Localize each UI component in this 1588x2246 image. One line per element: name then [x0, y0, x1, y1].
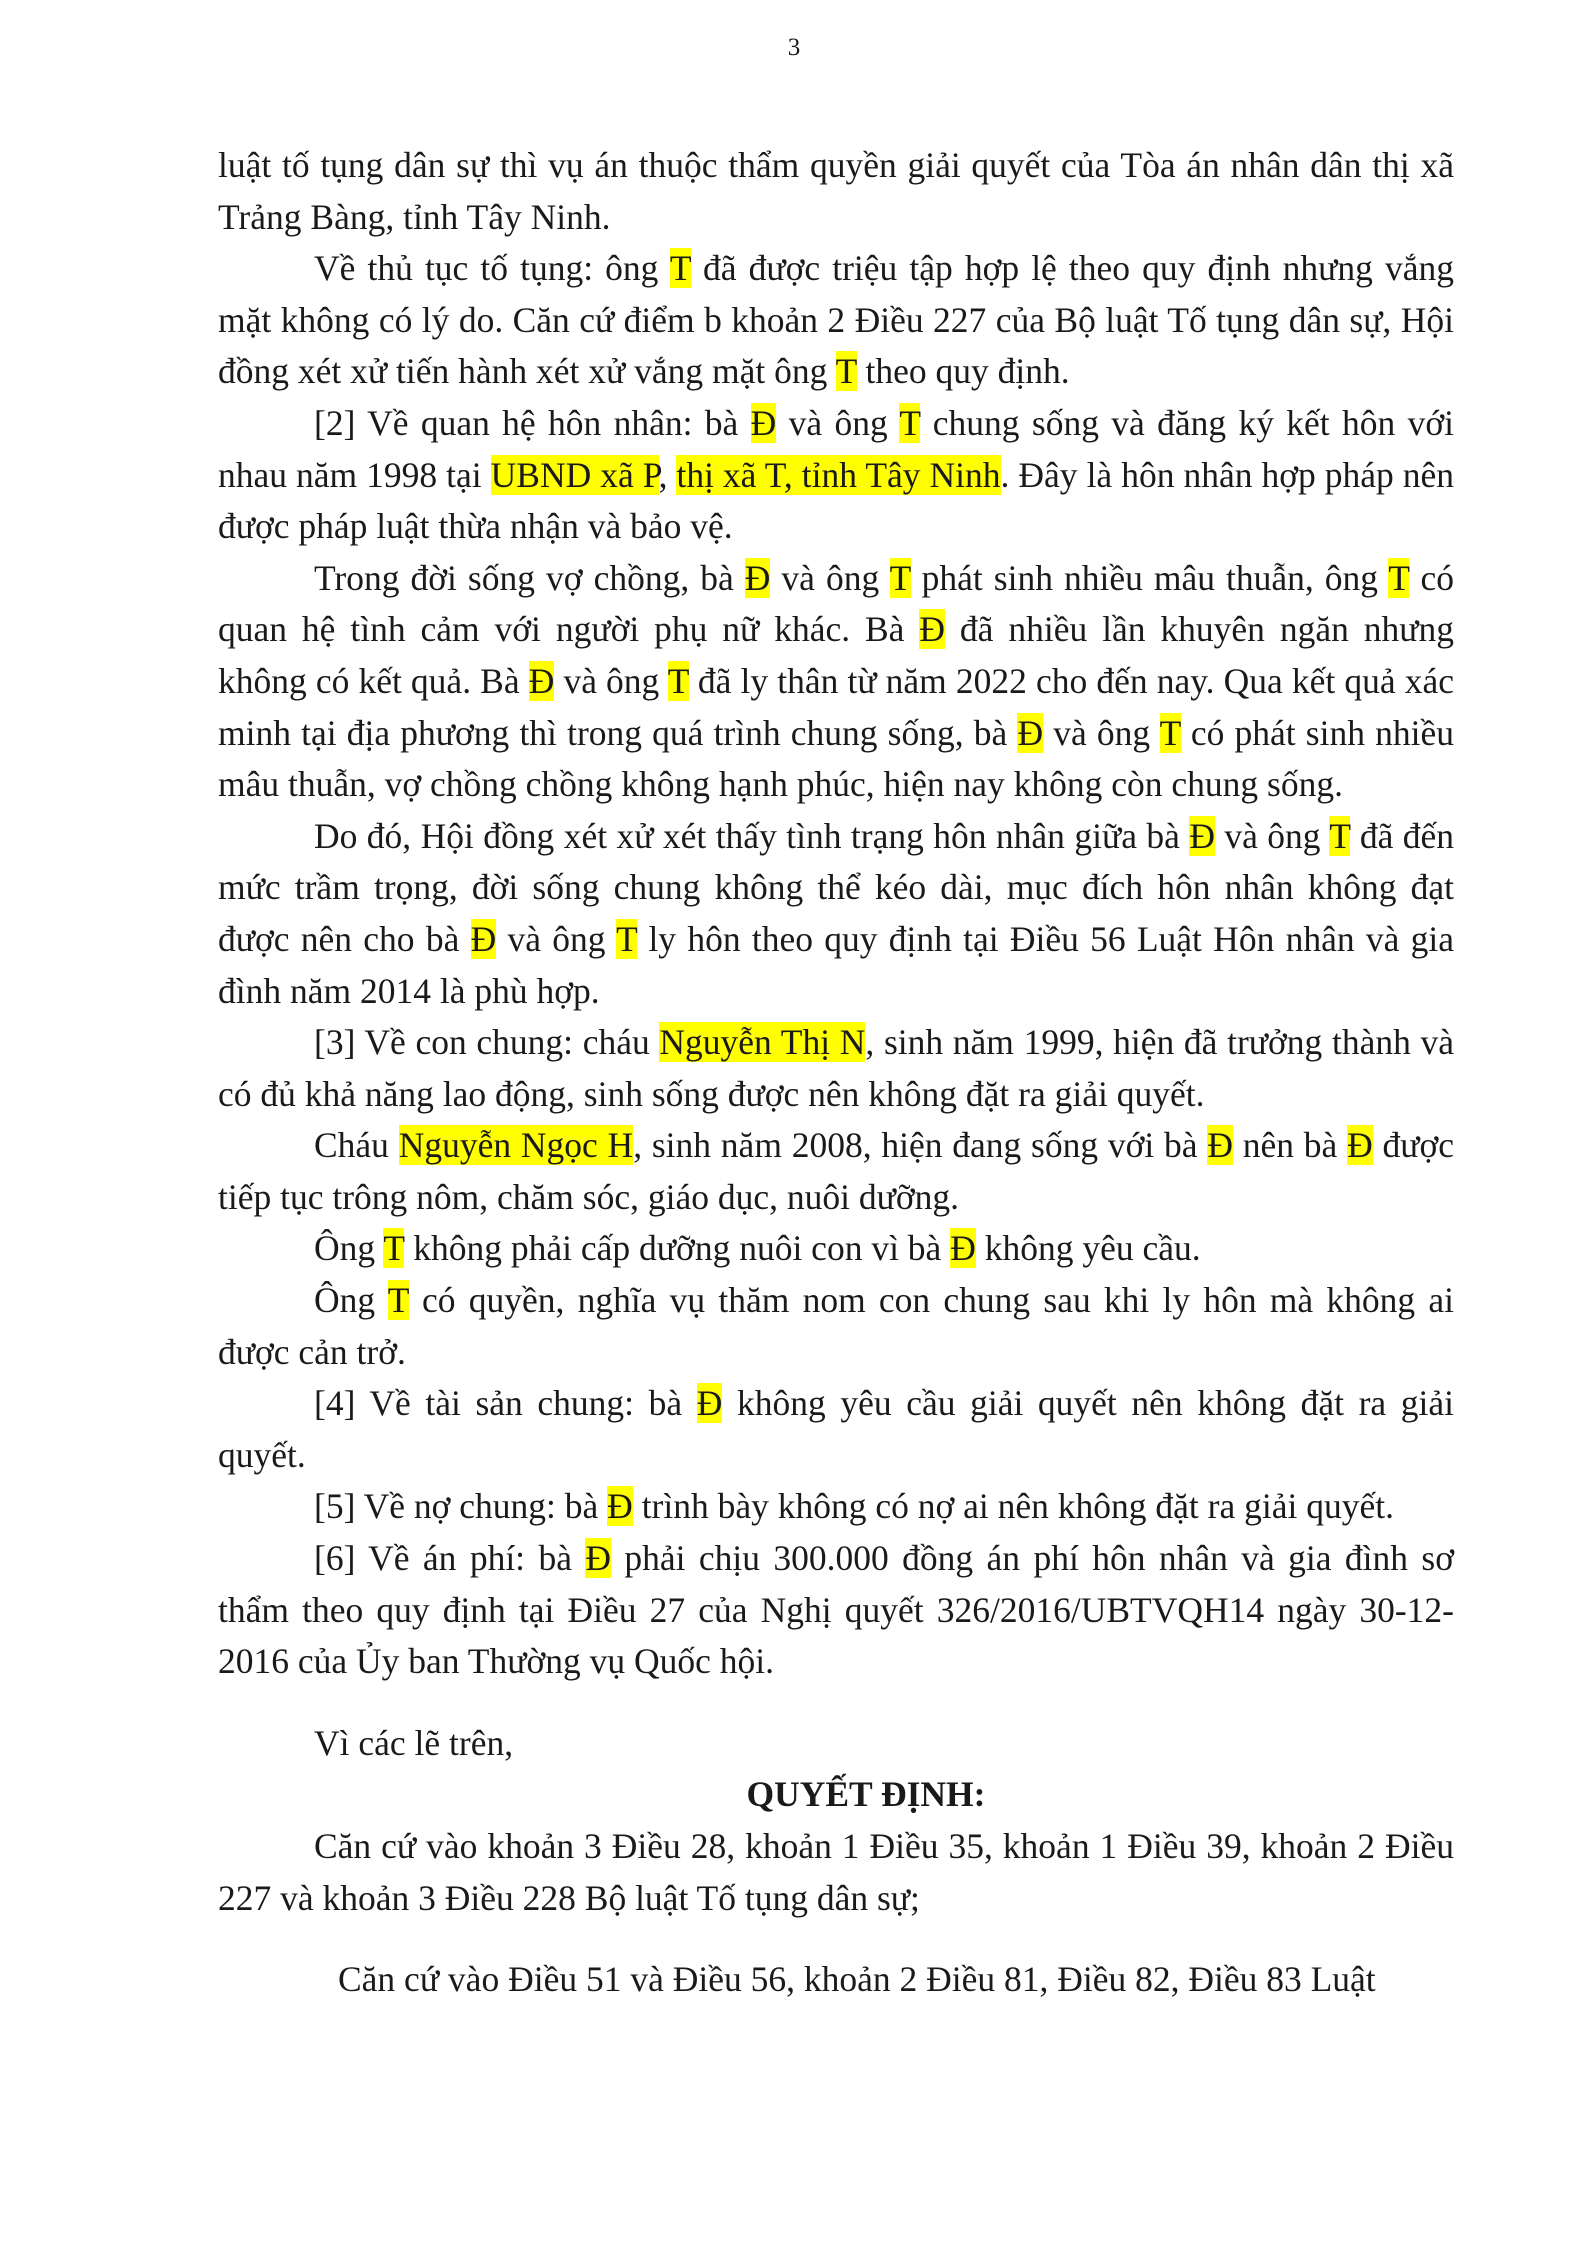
- highlighted-text: T: [1388, 557, 1410, 598]
- paragraph-common-property: [4] Về tài sản chung: bà Đ không yêu cầu giải quyết nên không đặt ra giải quyết.: [218, 1383, 1455, 1475]
- highlighted-text: T: [835, 351, 857, 392]
- highlighted-text: T: [889, 557, 911, 598]
- paragraph-common-debt: [5] Về nợ chung: bà Đ trình bày không có nợ ai nên không đặt ra giải quyết.: [314, 1486, 1394, 1527]
- highlighted-text: Đ: [744, 557, 771, 598]
- highlighted-text: Đ: [919, 609, 945, 650]
- highlighted-text: Đ: [1347, 1125, 1373, 1166]
- highlighted-text: Đ: [1017, 712, 1044, 753]
- highlighted-text: Đ: [696, 1383, 723, 1424]
- highlighted-text: Đ: [470, 918, 497, 959]
- highlighted-text: thị xã T, tỉnh Tây Ninh: [676, 454, 1001, 495]
- paragraph-legal-basis-2: Căn cứ vào Điều 51 và Điều 56, khoản 2 Điều 81, Điều 82, Điều 83 Luật: [338, 1959, 1376, 2000]
- paragraph-marital-conflict: Trong đời sống vợ chồng, bà Đ và ông T phát sinh nhiều mâu thuẫn, ông T có quan hệ tình cảm với người phụ nữ khác. Bà Đ đã nhiều lần khuyên ngăn nhưng không có kết quả. Bà Đ và ông T đã ly thân từ năm 2022 cho đến nay. Qua kết quả xác minh tại địa phương thì trong quá trình chung sống, bà Đ và ông T có phát sinh nhiều mâu thuẫn, vợ chồng chồng không hạnh phúc, hiện nay không còn chung sống.: [218, 557, 1454, 805]
- highlighted-text: T: [383, 1228, 405, 1269]
- highlighted-text: Đ: [585, 1538, 611, 1579]
- highlighted-text: T: [1159, 712, 1181, 753]
- document-body: [218, 140, 1454, 2006]
- highlighted-text: UBND xã P: [490, 454, 659, 495]
- paragraph-court-fee: [6] Về án phí: bà Đ phải chịu 300.000 đồng án phí hôn nhân và gia đình sơ thẩm theo quy định tại Điều 27 của Nghị quyết 326/2016/UBTVQH14 ngày 30-12-2016 của Ủy ban Thường vụ Quốc hội.: [218, 1538, 1454, 1682]
- page-number: 3: [787, 34, 801, 61]
- highlighted-text: Nguyễn Ngọc H: [398, 1125, 634, 1166]
- paragraph-legal-basis-1: Căn cứ vào khoản 3 Điều 28, khoản 1 Điều 35, khoản 1 Điều 39, khoản 2 Điều 227 và khoản 3 Điều 228 Bộ luật Tố tụng dân sự;: [218, 1826, 1454, 1918]
- paragraph-child-n: [3] Về con chung: cháu Nguyễn Thị N, sinh năm 1999, hiện đã trưởng thành và có đủ khả năng lao động, sinh sống được nên không đặt ra giải quyết.: [218, 1022, 1454, 1114]
- highlighted-text: Đ: [950, 1228, 976, 1269]
- paragraph-jurisdiction: luật tố tụng dân sự thì vụ án thuộc thẩm quyền giải quyết của Tòa án nhân dân thị xã Trảng Bàng, tỉnh Tây Ninh.: [218, 145, 1454, 237]
- highlighted-text: T: [669, 248, 691, 289]
- highlighted-text: Đ: [528, 660, 555, 701]
- paragraph-procedure: Về thủ tục tố tụng: ông T đã được triệu tập hợp lệ theo quy định nhưng vắng mặt không có lý do. Căn cứ điểm b khoản 2 Điều 227 của Bộ luật Tố tụng dân sự, Hội đồng xét xử tiến hành xét xử vắng mặt ông T theo quy định.: [218, 248, 1454, 392]
- highlighted-text: Đ: [1207, 1125, 1233, 1166]
- paragraph-child-support: Ông T không phải cấp dưỡng nuôi con vì bà Đ không yêu cầu.: [314, 1228, 1201, 1269]
- highlighted-text: T: [616, 918, 638, 959]
- decision-heading: QUYẾT ĐỊNH:: [746, 1774, 986, 1815]
- highlighted-text: Nguyễn Thị N: [659, 1022, 866, 1063]
- highlighted-text: Đ: [607, 1486, 633, 1527]
- paragraph-divorce-grounds: Do đó, Hội đồng xét xử xét thấy tình trạng hôn nhân giữa bà Đ và ông T đã đến mức trầm trọng, đời sống chung không thể kéo dài, mục đích hôn nhân không đạt được nên cho bà Đ và ông T ly hôn theo quy định tại Điều 56 Luật Hôn nhân và gia đình năm 2014 là phù hợp.: [218, 815, 1454, 1011]
- highlighted-text: T: [899, 402, 921, 443]
- highlighted-text: T: [667, 660, 689, 701]
- paragraph-for-these-reasons: Vì các lẽ trên,: [314, 1722, 514, 1763]
- highlighted-text: Đ: [1189, 815, 1215, 856]
- paragraph-visitation: Ông T có quyền, nghĩa vụ thăm nom con chung sau khi ly hôn mà không ai được cản trở.: [218, 1280, 1454, 1372]
- highlighted-text: T: [1329, 815, 1351, 856]
- paragraph-marriage-relation: [2] Về quan hệ hôn nhân: bà Đ và ông T chung sống và đăng ký kết hôn với nhau năm 1998 tại UBND xã P, thị xã T, tỉnh Tây Ninh. Đây là hôn nhân hợp pháp nên được pháp luật thừa nhận và bảo vệ.: [218, 402, 1455, 547]
- highlighted-text: T: [387, 1280, 409, 1321]
- paragraph-child-h: Cháu Nguyễn Ngọc H, sinh năm 2008, hiện đang sống với bà Đ nên bà Đ được tiếp tục trông nôm, chăm sóc, giáo dục, nuôi dưỡng.: [218, 1125, 1454, 1217]
- highlighted-text: Đ: [750, 402, 777, 443]
